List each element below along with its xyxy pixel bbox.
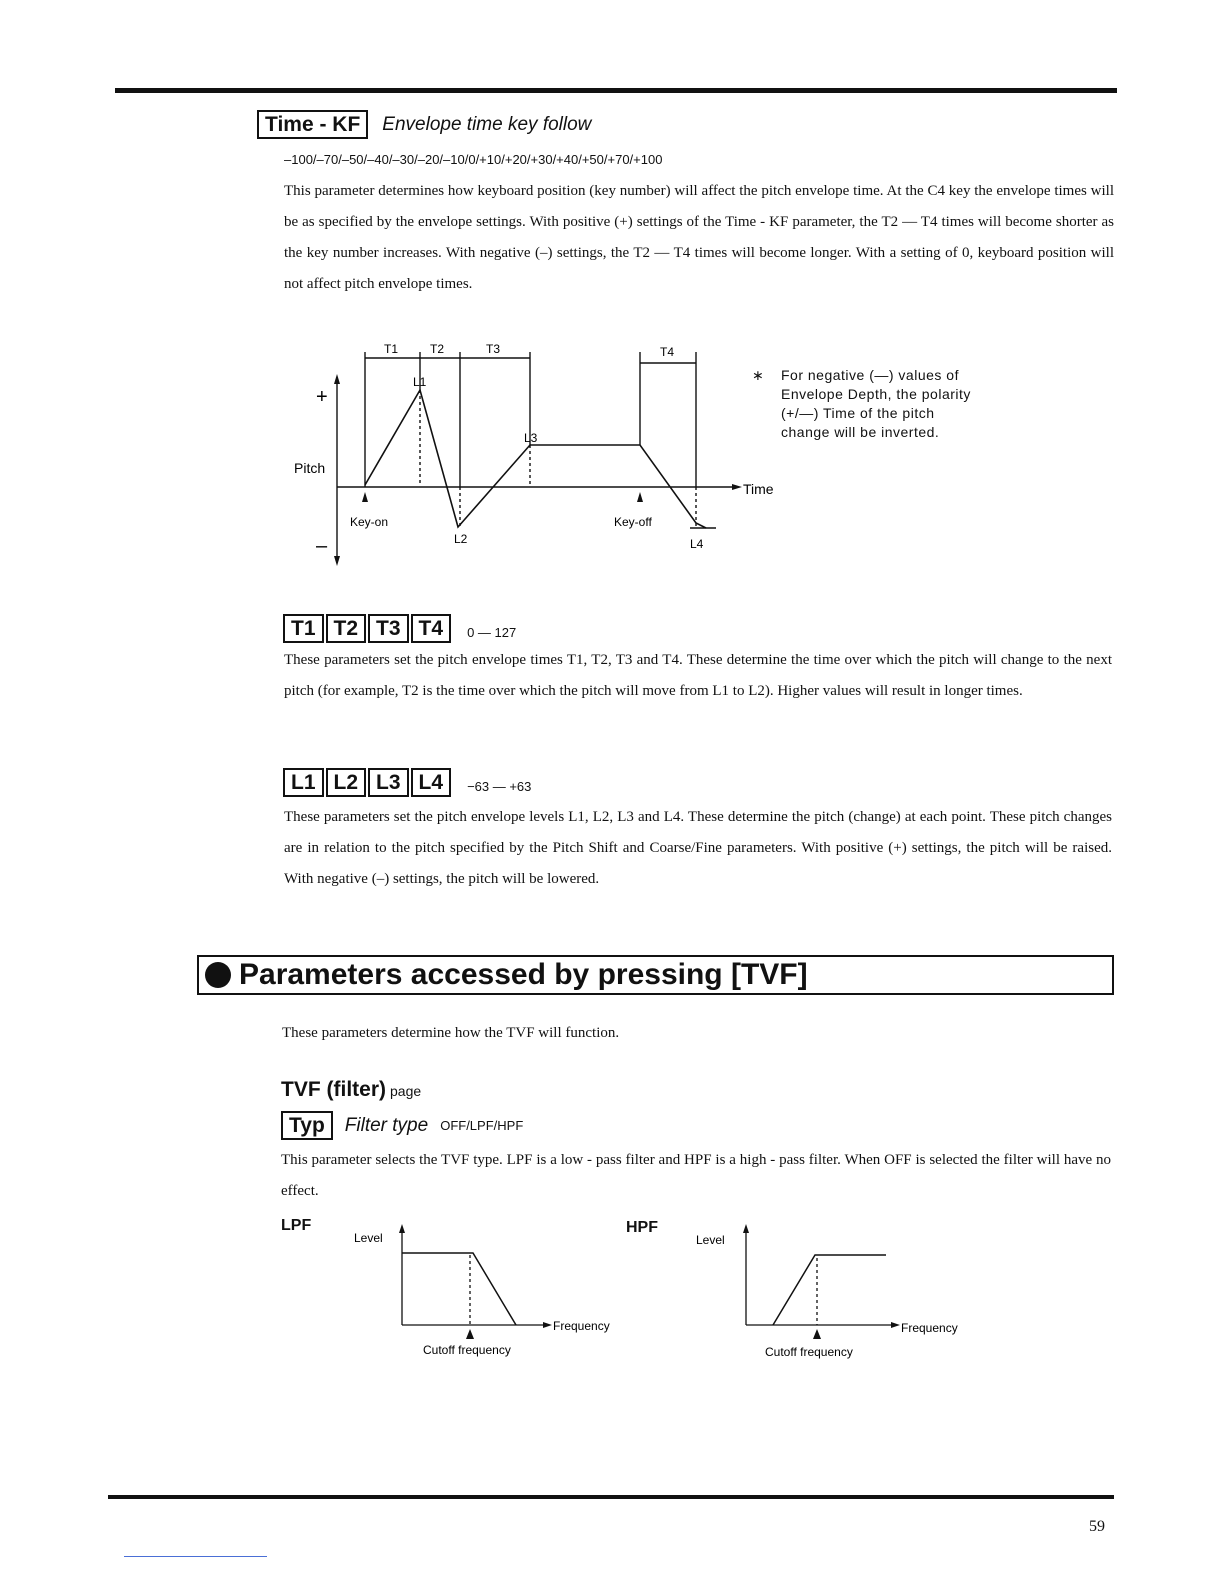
page-number: 59 [1089, 1518, 1105, 1535]
l-params-range: −63 — +63 [467, 779, 532, 794]
plus-sign: + [316, 386, 328, 408]
t3-box: T3 [368, 614, 409, 643]
section-title: Parameters accessed by pressing [TVF] [239, 958, 808, 991]
t1-box: T1 [283, 614, 324, 643]
l3-box: L3 [368, 768, 409, 797]
hpf-frequency-label: Frequency [901, 1321, 958, 1335]
envelope-line [365, 390, 706, 528]
lpf-label: LPF [281, 1217, 312, 1234]
t-params-range: 0 — 127 [467, 625, 517, 640]
lpf-diagram [340, 1220, 640, 1365]
top-rule [115, 88, 1117, 93]
l-params-header [283, 768, 531, 797]
t-params-header [283, 614, 516, 643]
pitch-axis-label: Pitch [294, 460, 326, 476]
note-line: (+/—) Time of the pitch [781, 405, 935, 421]
hpf-label: HPF [626, 1219, 658, 1236]
polarity-note [781, 366, 1011, 442]
note-line: change will be inverted. [781, 424, 940, 440]
note-line: For negative (—) values of [781, 367, 959, 383]
filter-type-title: Filter type [344, 1114, 429, 1136]
t4-box: T4 [411, 614, 452, 643]
section-header-box [197, 955, 1114, 995]
key-on-label: Key-on [350, 515, 389, 529]
lpf-frequency-label: Frequency [553, 1319, 610, 1333]
minus-sign: – [316, 535, 328, 557]
note-star: ∗ [752, 367, 765, 383]
tvf-page-heading [281, 1078, 421, 1102]
l3-label: L3 [524, 431, 538, 445]
pitch-envelope-diagram [280, 330, 800, 575]
t2-box: T2 [326, 614, 367, 643]
bullet-icon [205, 962, 231, 988]
l2-label: L2 [454, 532, 468, 546]
tvf-heading: TVF (filter) [281, 1078, 386, 1101]
t2-label: T2 [430, 342, 445, 356]
filter-type-header [281, 1111, 523, 1140]
t-params-description: These parameters set the pitch envelope times T1, T2, T3 and T4. These determine the time over which the pitch will change to the next pitch (for example, T2 is the time over which the pitch will move from L1 to L2). Higher values will result in longer times. [284, 652, 1112, 699]
hpf-level-label: Level [696, 1233, 725, 1247]
l4-box: L4 [411, 768, 452, 797]
l1-box: L1 [283, 768, 324, 797]
time-kf-range: –100/–70/–50/–40/–30/–20/–10/0/+10/+20/+30/+40/+50/+70/+100 [284, 152, 663, 167]
section-intro: These parameters determine how the TVF will function. [282, 1025, 620, 1041]
note-line: Envelope Depth, the polarity [781, 386, 971, 402]
time-axis-label: Time [743, 481, 774, 497]
time-kf-box: Time - KF [257, 110, 368, 139]
lpf-cutoff-label: Cutoff frequency [423, 1343, 511, 1357]
l2-box: L2 [326, 768, 367, 797]
t3-label: T3 [486, 342, 501, 356]
time-kf-description: This parameter determines how keyboard position (key number) will affect the pitch envelope time. At the C4 key the envelope times will be as specified by the envelope settings. With positive (+) settings of the Time - KF parameter, the T2 — T4 times will become shorter as the key number increases. With negative (–) settings, the T2 — T4 times will become longer. With a setting of 0, keyboard position will not affect pitch envelope times. [284, 183, 1114, 292]
filter-type-range: OFF/LPF/HPF [440, 1118, 524, 1133]
l4-label: L4 [690, 537, 704, 551]
l1-label: L1 [413, 375, 427, 389]
filter-type-description: This parameter selects the TVF type. LPF is a low - pass filter and HPF is a high - pass filter. When OFF is selected the filter will have no effect. [281, 1152, 1111, 1199]
time-kf-title: Envelope time key follow [382, 113, 592, 135]
lpf-level-label: Level [354, 1231, 383, 1245]
hpf-diagram [683, 1220, 983, 1365]
t1-label: T1 [384, 342, 399, 356]
t4-label: T4 [660, 345, 675, 359]
key-off-label: Key-off [614, 515, 652, 529]
tvf-heading-suffix: page [390, 1083, 422, 1099]
typ-box: Typ [281, 1111, 333, 1140]
bottom-rule [108, 1495, 1114, 1499]
footer-link-line [124, 1556, 267, 1557]
time-kf-header [257, 110, 591, 139]
hpf-cutoff-label: Cutoff frequency [765, 1345, 853, 1359]
l-params-description: These parameters set the pitch envelope levels L1, L2, L3 and L4. These determine the pitch (change) at each point. These pitch changes are in relation to the pitch specified by the Pitch Shift and Coarse/Fine parameters. With positive (+) settings, the pitch will be raised. With negative (–) settings, the pitch will be lowered. [284, 809, 1112, 887]
